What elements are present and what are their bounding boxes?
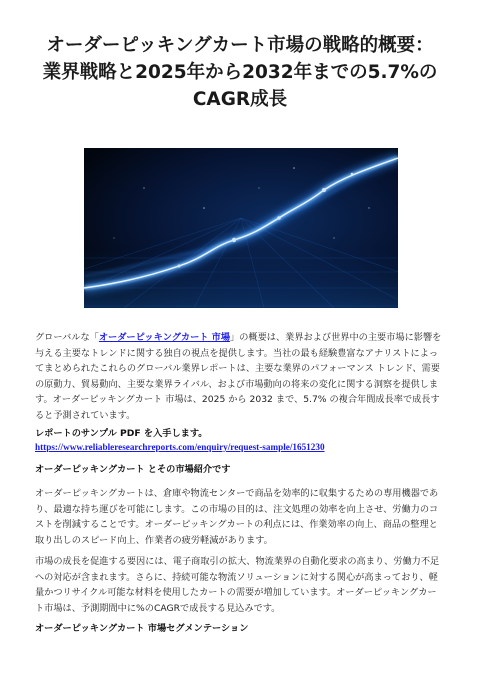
document-title: [20, 32, 460, 113]
title-line-1: オーダーピッキングカート市場の戦略的概要：: [46, 35, 434, 56]
title-line-3: CAGR成長: [192, 89, 288, 110]
section-intro-paragraph-2: 市場の成長を促進する要因には、電子商取引の拡大、物流業界の自動化要求の高まり、労働力不足への対応が含まれます。さらに、持続可能な物流ソリューションに対する関心が高まっており、軽量かつリサイクル可能な材料を使用したカートの需要が増加しています。オーダーピッキングカート市場は、予測期間中に%のCAGRで成長する見込みです。: [35, 556, 440, 614]
intro-paragraph: グローバルな「オーダーピッキングカート 市場」の概要は、業界および世界中の主要市場に影響を与える主要なトレンドに関する独自の視点を提供します。当社の最も経験豊富なアナリストによってまとめられたこれらのグローバル業界レポートは、主要な業界のパフォーマンス トレンド、需要の原動力、貿易動向、主要な業界ライバル、および市場動向の将来の変化に関する洞察を提供します。オーダーピッキングカート 市場は、2025 から 2032 まで、5.7% の複合年間成長率で成長すると予測されています。: [35, 332, 442, 421]
title-line-2: 業界戦略と2025年から2032年までの5.7%の: [42, 62, 438, 83]
section-intro-heading: オーダーピッキングカート とその市場紹介です: [35, 464, 231, 475]
sample-heading: レポートのサンプル PDF を入手します。: [35, 428, 208, 439]
rising-trend-line-image: [84, 148, 398, 308]
market-report-link[interactable]: オーダーピッキングカート 市場: [98, 332, 231, 343]
section-intro-paragraph-1: オーダーピッキングカートは、倉庫や物流センターで商品を効率的に収集するための専用機器であり、最適な持ち運びを可能にします。この市場の目的は、注文処理の効率を向上させ、労働力のコストを削減することです。オーダーピッキングカートの利点には、作業効率の向上、商品の整理と取り出しのスピード向上、作業者の疲労軽減があります。: [35, 488, 439, 546]
sample-pdf-link[interactable]: https://www.reliableresearchreports.com/enquiry/request-sample/1651230: [35, 442, 325, 452]
segmentation-heading: オーダーピッキングカート 市場セグメンテーション: [35, 623, 249, 634]
